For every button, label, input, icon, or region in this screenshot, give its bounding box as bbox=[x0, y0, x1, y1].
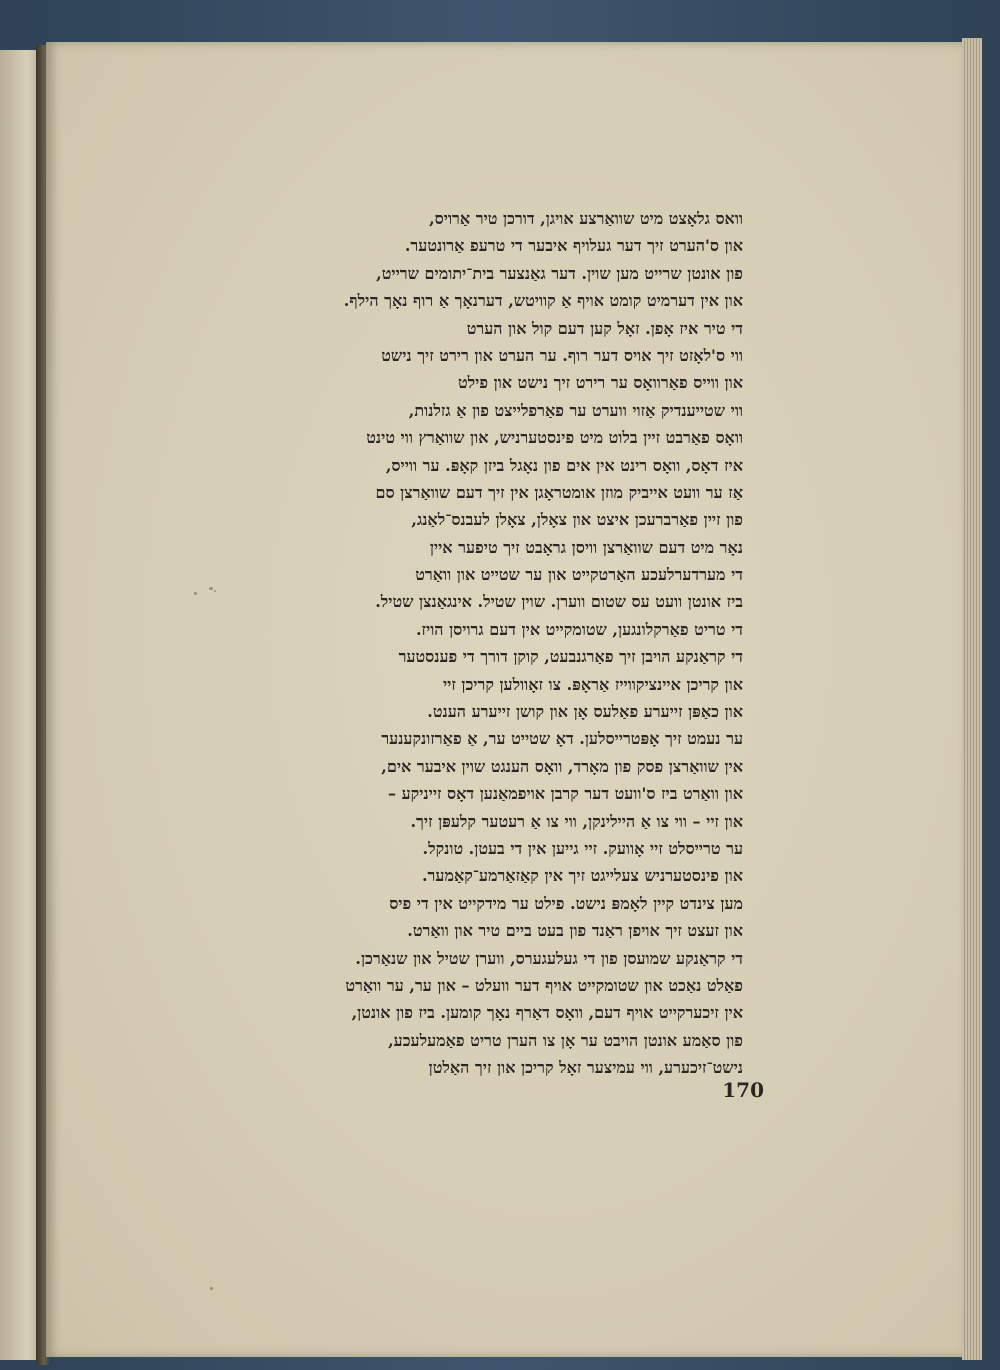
text-line: די טיר איז אָפן. זאָל קען דעם קול און הערט bbox=[466, 318, 743, 338]
text-line: אין זיכערקייט אויף דעם, וואָס דאַרף נאָך קומען. ביז פון אונטן, bbox=[351, 1003, 743, 1023]
text-line: ווי שטייענדיק אַזוי ווערט ער פאַרפלייצט פון אַ גזלנות, bbox=[408, 400, 743, 420]
text-line: און כאַפּן זייערע פאַלעס אָן און קושן זייערע הענט. bbox=[427, 702, 743, 722]
text-line: און פינסטערניש צעלייגט זיך אין קאַזאַרמע־קאַמער. bbox=[421, 866, 743, 886]
text-line: און ס'הערט זיך דער געלויף איבער די טרעפ אַרונטער. bbox=[404, 236, 743, 256]
text-line: פון זיין פאַרברעכן איצט און צאָלן, צאָלן לעבנס־לאַנג, bbox=[411, 510, 743, 530]
paper-speck bbox=[194, 592, 197, 595]
text-line: פון אונטן שרייט מען שוין. דער גאַנצער בית־יתומים שרייט, bbox=[376, 263, 743, 283]
page-stack-edge bbox=[962, 38, 982, 1360]
text-line: ער נעמט זיך אָפּטרייסלען. דאָ שטייט ער, אַ פאַרזונקענער bbox=[381, 729, 743, 749]
text-line: אַז ער וועט אייביק מוזן אומטראָגן אין זיך דעם שוואַרצן סם bbox=[375, 482, 743, 502]
text-line: ווי ס'לאָזט זיך אויס דער רוף. ער הערט און רירט זיך נישט bbox=[381, 345, 743, 365]
text-line: און וואַרט ביז ס'וועט דער קרבן אויפמאַנען דאָס זייניקע – bbox=[388, 784, 743, 804]
text-line: איז דאָס, וואָס רינט אין אים פון נאָגל ביזן קאָפּ. ער ווייס, bbox=[385, 455, 743, 475]
text-line: נישט־זיכערע, ווי עמיצער זאָל קריכן און זיך האַלטן bbox=[428, 1058, 743, 1078]
text-line: ער טרייסלט זיי אָוועק. זיי גייען אין די בעטן. טונקל. bbox=[422, 838, 743, 858]
text-line: די טריט פאַרקלונגען, שטומקייט אין דעם גרויסן הויז. bbox=[415, 619, 743, 639]
text-line: און ווייס פאַרוואָס ער רירט זיך נישט און פילט bbox=[458, 373, 743, 393]
text-line: די קראַנקע הויבן זיך פאַרגנבעט, קוקן דורך די פענסטער bbox=[398, 647, 743, 667]
text-line: און זיי – ווי צו אַ היילינקן, ווי צו אַ רעטער קלעפּן זיך. bbox=[410, 811, 743, 831]
text-line: ביז אונטן וועט עס שטום ווערן. שוין שטיל. אינגאַנצן שטיל. bbox=[375, 592, 743, 612]
text-line: פון סאַמע אונטן הויבט ער אָן צו הערן טריט פאַמעלעכע, bbox=[388, 1030, 743, 1050]
text-line: פאַלט נאַכט און שטומקייט אויף דער וועלט – און ער, ער וואַרט bbox=[345, 975, 743, 995]
text-line: די מערדערלעכע האַרטקייט און ער שטייט און וואַרט bbox=[415, 565, 743, 585]
text-line: און אין דערמיט קומט אויף אַ קוויטש, דערנאָך אַ רוף נאָך הילף. bbox=[343, 291, 743, 311]
text-line: און קריכן איינציקווייז אַראָפּ. צו זאָוולען קריכן זיי bbox=[442, 674, 743, 694]
paper-speck bbox=[210, 1287, 213, 1290]
text-line: נאָר מיט דעם שוואַרצן וויסן גראָבט זיך טיפער איין bbox=[429, 537, 743, 557]
text-line: מען צינדט קיין לאָמפּ נישט. פילט ער מידקייט אין די פיס bbox=[389, 893, 743, 913]
text-line: די קראַנקע שמועסן פון די געלעגערס, ווערן שטיל און שנאַרכן. bbox=[355, 948, 743, 968]
previous-page-edge bbox=[0, 50, 40, 1360]
text-line: און זעצט זיך אויפן ראַנד פון בעט ביים טיר און וואַרט. bbox=[407, 921, 743, 941]
text-line: וואס גלאָצט מיט שוואַרצע אויגן, דורכן טיר אַרויס, bbox=[429, 209, 743, 228]
text-line: אין שוואַרצן פסק פון מאָרד, וואָס הענגט שוין איבער אים, bbox=[381, 756, 743, 776]
page-number: 170 bbox=[722, 1078, 764, 1102]
body-text bbox=[198, 205, 743, 1082]
text-line: וואָס פאַרבט זיין בלוט מיט פינסטערניש, און שוואַרץ ווי טינט bbox=[366, 428, 743, 448]
